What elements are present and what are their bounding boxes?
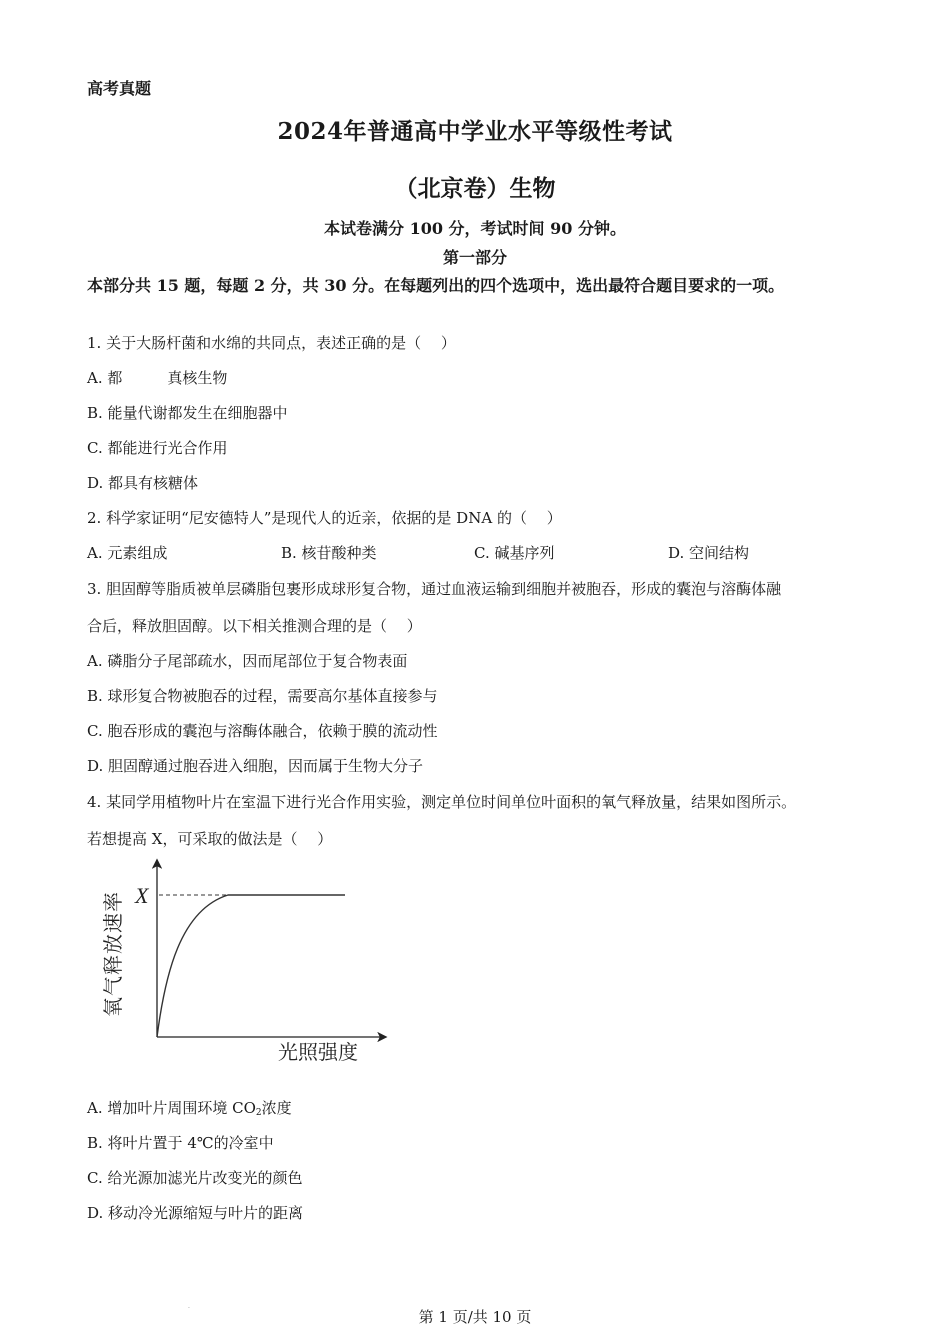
- co2-subscript: 2: [255, 1108, 262, 1118]
- question-2-option-c[interactable]: C. 碱基序列: [474, 544, 555, 562]
- exam-meta: 本试卷满分 100 分，考试时间 90 分钟。: [324, 219, 626, 238]
- question-2-option-a[interactable]: A. 元素组成: [87, 544, 168, 562]
- question-3-option-a[interactable]: A. 磷脂分子尾部疏水，因而尾部位于复合物表面: [87, 652, 408, 670]
- question-2-option-d[interactable]: D. 空间结构: [668, 544, 750, 562]
- question-4-stem-line1: 4. 某同学用植物叶片在室温下进行光合作用实验，测定单位时间单位叶面积的氧气释放量，结果如图所示。: [87, 793, 797, 811]
- question-4-option-d[interactable]: D. 移动冷光源缩短与叶片的距离: [87, 1204, 304, 1222]
- page-number: 第 1 页/共 10 页: [418, 1308, 532, 1326]
- question-1-option-d[interactable]: D. 都具有核糖体: [87, 474, 199, 492]
- exam-subtitle: （北京卷）生物: [394, 175, 556, 202]
- footer-dot: .: [188, 1303, 190, 1310]
- question-4-option-a[interactable]: [87, 1098, 292, 1123]
- question-3-stem-line2: 合后，释放胆固醇。以下相关推测合理的是（ ）: [87, 617, 422, 635]
- question-3-stem-line1: 3. 胆固醇等脂质被单层磷脂包裹形成球形复合物，通过血液运输到细胞并被胞吞，形成的囊泡与溶酶体融: [87, 580, 782, 598]
- question-3-option-b[interactable]: B. 球形复合物被胞吞的过程，需要高尔基体直接参与: [87, 687, 438, 705]
- question-1-stem: 1. 关于大肠杆菌和水绵的共同点，表述正确的是（ ）: [87, 334, 456, 352]
- question-4-option-c[interactable]: C. 给光源加滤光片改变光的颜色: [87, 1169, 303, 1187]
- question-1-option-c[interactable]: C. 都能进行光合作用: [87, 439, 228, 457]
- x-axis-label: 光照强度: [278, 1040, 358, 1064]
- oxygen-release-chart: [95, 855, 395, 1065]
- source-tag: 高考真题: [87, 79, 152, 98]
- option-a-tail: 浓度: [261, 1099, 292, 1117]
- part-instructions: 本部分共 15 题，每题 2 分，共 30 分。在每题列出的四个选项中，选出最符合题目要求的一项。: [87, 276, 785, 295]
- option-a-text: A. 增加叶片周围环境 CO: [87, 1099, 256, 1117]
- question-4-stem-line2: 若想提高 X，可采取的做法是（ ）: [87, 830, 333, 848]
- y-axis-label: 氧气释放速率: [101, 891, 125, 1017]
- question-1-option-b[interactable]: B. 能量代谢都发生在细胞器中: [87, 404, 288, 422]
- question-3-option-c[interactable]: C. 胞吞形成的囊泡与溶酶体融合，依赖于膜的流动性: [87, 722, 438, 740]
- plateau-label: X: [135, 883, 149, 908]
- part-heading: 第一部分: [442, 248, 507, 267]
- question-2-stem: 2. 科学家证明“尼安德特人”是现代人的近亲，依据的是 DNA 的（ ）: [87, 509, 562, 527]
- exam-title: 2024年普通高中学业水平等级性考试: [277, 118, 673, 145]
- question-3-option-d[interactable]: D. 胆固醇通过胞吞进入细胞，因而属于生物大分子: [87, 757, 424, 775]
- question-4-option-b[interactable]: B. 将叶片置于 4℃的冷室中: [87, 1134, 274, 1152]
- rate-curve: [157, 895, 345, 1037]
- question-2-option-b[interactable]: B. 核苷酸种类: [281, 544, 377, 562]
- question-1-option-a[interactable]: A. 都 真核生物: [87, 369, 228, 387]
